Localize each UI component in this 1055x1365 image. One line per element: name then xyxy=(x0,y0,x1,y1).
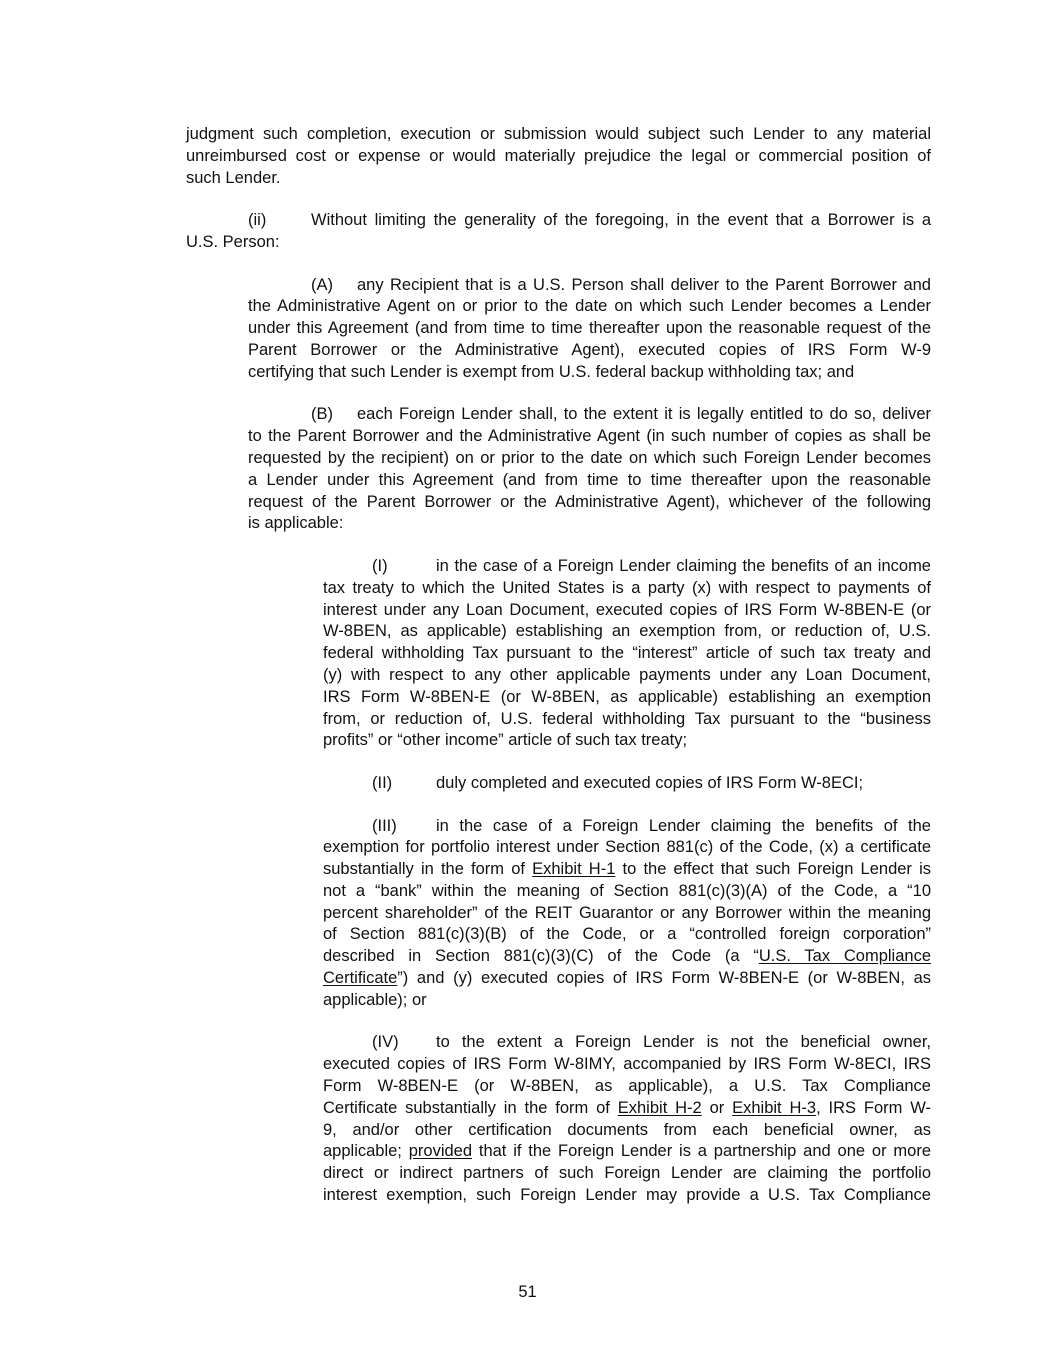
page-number: 51 xyxy=(518,1283,537,1301)
text-segment: duly completed and executed copies of IRS Form W-8ECI; xyxy=(436,773,864,792)
text-line xyxy=(248,404,931,426)
text-segment: direct or indirect partners of such Foreign Lender are claiming the portfolio xyxy=(323,1164,931,1183)
text-segment: percent shareholder” of the REIT Guarantor or any Borrower within the meaning xyxy=(323,903,931,922)
document-body xyxy=(0,124,1055,1228)
text-segment: request of the Parent Borrower or the Administrative Agent), whichever of the following xyxy=(248,492,931,511)
text-segment: IRS Form W-8BEN-E (or W-8BEN, as applicable) establishing an exemption xyxy=(323,687,931,706)
text-segment: not a “bank” within the meaning of Section 881(c)(3)(A) of the Code, a “10 xyxy=(323,881,931,900)
text-segment: ”) and (y) executed copies of IRS Form W-8BEN-E (or W-8BEN, as xyxy=(397,969,931,988)
text-segment: tax treaty to which the United States is a party (x) with respect to payments of xyxy=(323,578,931,597)
text-line xyxy=(323,1054,931,1076)
paragraph xyxy=(248,275,931,384)
text-segment: in the case of a Foreign Lender claiming the benefits of an income xyxy=(436,556,931,575)
text-segment: (y) with respect to any other applicable payments under any Loan Document, xyxy=(323,665,931,684)
text-line xyxy=(323,773,931,795)
text-segment: U.S. Person: xyxy=(186,232,280,251)
text-line xyxy=(186,168,931,190)
text-line xyxy=(323,578,931,600)
text-segment: 9, and/or other certification documents from each beneficial owner, as xyxy=(323,1120,931,1139)
text-line xyxy=(248,448,931,470)
text-line xyxy=(248,513,931,535)
text-segment: applicable; xyxy=(323,1142,409,1161)
text-line xyxy=(248,362,931,384)
text-line xyxy=(323,709,931,731)
text-line xyxy=(248,275,931,297)
text-segment: such Lender. xyxy=(186,168,281,187)
text-line xyxy=(248,340,931,362)
text-segment: unreimbursed cost or expense or would materially prejudice the legal or commercial position of xyxy=(186,146,931,165)
text-line xyxy=(323,968,931,990)
text-line xyxy=(323,687,931,709)
text-segment: from, or reduction of, U.S. federal withholding Tax pursuant to the “business xyxy=(323,709,931,728)
text-segment: Without limiting the generality of the foregoing, in the event that a Borrower is a xyxy=(311,211,931,230)
text-segment: each Foreign Lender shall, to the extent it is legally entitled to do so, deliver xyxy=(357,405,931,424)
paragraph xyxy=(186,124,931,189)
paragraph xyxy=(248,404,931,535)
text-line xyxy=(323,881,931,903)
text-segment: W-8BEN, as applicable) establishing an exemption from, or reduction of, U.S. xyxy=(323,622,931,641)
text-segment: federal withholding Tax pursuant to the “interest” article of such tax treaty and xyxy=(323,644,931,663)
defined-term: U.S. Tax Compliance xyxy=(758,947,932,966)
text-line xyxy=(248,492,931,514)
text-line xyxy=(323,924,931,946)
text-line xyxy=(323,1163,931,1185)
clause-label: (III) xyxy=(372,816,397,835)
text-line xyxy=(323,1185,931,1207)
text-segment: executed copies of IRS Form W-8IMY, accompanied by IRS Form W-8ECI, IRS xyxy=(323,1055,931,1074)
paragraph xyxy=(323,556,931,752)
text-segment: applicable); or xyxy=(323,990,427,1009)
text-line xyxy=(323,621,931,643)
text-line xyxy=(186,124,931,146)
text-segment: is applicable: xyxy=(248,514,344,533)
text-line xyxy=(323,1120,931,1142)
text-line xyxy=(186,146,931,168)
text-line xyxy=(186,232,931,254)
text-line xyxy=(323,1076,931,1098)
text-line xyxy=(323,946,931,968)
text-line xyxy=(323,556,931,578)
defined-term: Exhibit H-1 xyxy=(532,860,616,879)
text-line xyxy=(323,730,931,752)
text-segment: requested by the recipient) on or prior to the date on which such Foreign Lender becomes xyxy=(248,448,931,467)
text-line xyxy=(323,1098,931,1120)
text-segment: that if the Foreign Lender is a partnership and one or more xyxy=(472,1142,931,1161)
text-segment: judgment such completion, execution or submission would subject such Lender to any material xyxy=(186,125,931,143)
text-segment: described in Section 881(c)(3)(C) of the Code (a “ xyxy=(323,947,759,966)
text-segment: in the case of a Foreign Lender claiming the benefits of the xyxy=(436,816,931,835)
text-segment: to the extent a Foreign Lender is not the beneficial owner, xyxy=(436,1033,931,1052)
text-line xyxy=(323,643,931,665)
paragraph xyxy=(323,1032,931,1206)
clause-label: (IV) xyxy=(372,1033,399,1052)
text-line xyxy=(323,1141,931,1163)
text-segment: any Recipient that is a U.S. Person shall deliver to the Parent Borrower and xyxy=(357,275,931,294)
text-segment: or xyxy=(701,1098,733,1117)
text-segment: to the Parent Borrower and the Administrative Agent (in such number of copies as shall be xyxy=(248,427,931,446)
text-line xyxy=(323,903,931,925)
text-line xyxy=(248,318,931,340)
text-line xyxy=(323,600,931,622)
text-line xyxy=(323,816,931,838)
text-segment: under this Agreement (and from time to time thereafter upon the reasonable request of the xyxy=(248,319,931,338)
text-line xyxy=(248,296,931,318)
text-line xyxy=(323,859,931,881)
text-segment: certifying that such Lender is exempt from U.S. federal backup withholding tax; and xyxy=(248,362,855,381)
clause-label: (I) xyxy=(372,556,388,575)
text-line xyxy=(248,426,931,448)
text-segment: of Section 881(c)(3)(B) of the Code, or a “controlled foreign corporation” xyxy=(323,925,931,944)
text-segment: interest under any Loan Document, executed copies of IRS Form W-8BEN-E (or xyxy=(323,600,931,619)
clause-label: (ii) xyxy=(248,211,267,230)
text-line xyxy=(323,990,931,1012)
paragraph xyxy=(323,773,931,795)
text-line xyxy=(323,837,931,859)
defined-term: provided xyxy=(408,1142,473,1161)
text-line xyxy=(323,1032,931,1054)
clause-label: (B) xyxy=(311,405,333,424)
text-segment: Parent Borrower or the Administrative Agent), executed copies of IRS Form W-9 xyxy=(248,340,931,359)
clause-label: (A) xyxy=(311,275,333,294)
text-segment: to the effect that such Foreign Lender is xyxy=(615,860,931,879)
defined-term: Exhibit H-3 xyxy=(732,1098,817,1117)
text-segment: , IRS Form W- xyxy=(816,1098,931,1117)
text-segment: profits” or “other income” article of such tax treaty; xyxy=(323,731,688,750)
clause-label: (II) xyxy=(372,773,393,792)
paragraph xyxy=(323,816,931,1012)
text-segment: Form W-8BEN-E (or W-8BEN, as applicable), a U.S. Tax Compliance xyxy=(323,1077,931,1096)
defined-term: Exhibit H-2 xyxy=(617,1098,702,1117)
text-segment: the Administrative Agent on or prior to the date on which such Lender becomes a Lender xyxy=(248,297,931,316)
text-segment: exemption for portfolio interest under Section 881(c) of the Code, (x) a certificate xyxy=(323,838,931,857)
paragraph xyxy=(186,210,931,254)
text-line xyxy=(186,210,931,232)
text-segment: a Lender under this Agreement (and from time to time thereafter upon the reasonable xyxy=(248,470,931,489)
text-line xyxy=(248,470,931,492)
text-segment: Certificate substantially in the form of xyxy=(323,1098,618,1117)
text-segment: substantially in the form of xyxy=(323,860,533,879)
defined-term: Certificate xyxy=(323,969,398,988)
text-segment: interest exemption, such Foreign Lender may provide a U.S. Tax Compliance xyxy=(323,1186,931,1205)
text-line xyxy=(323,665,931,687)
